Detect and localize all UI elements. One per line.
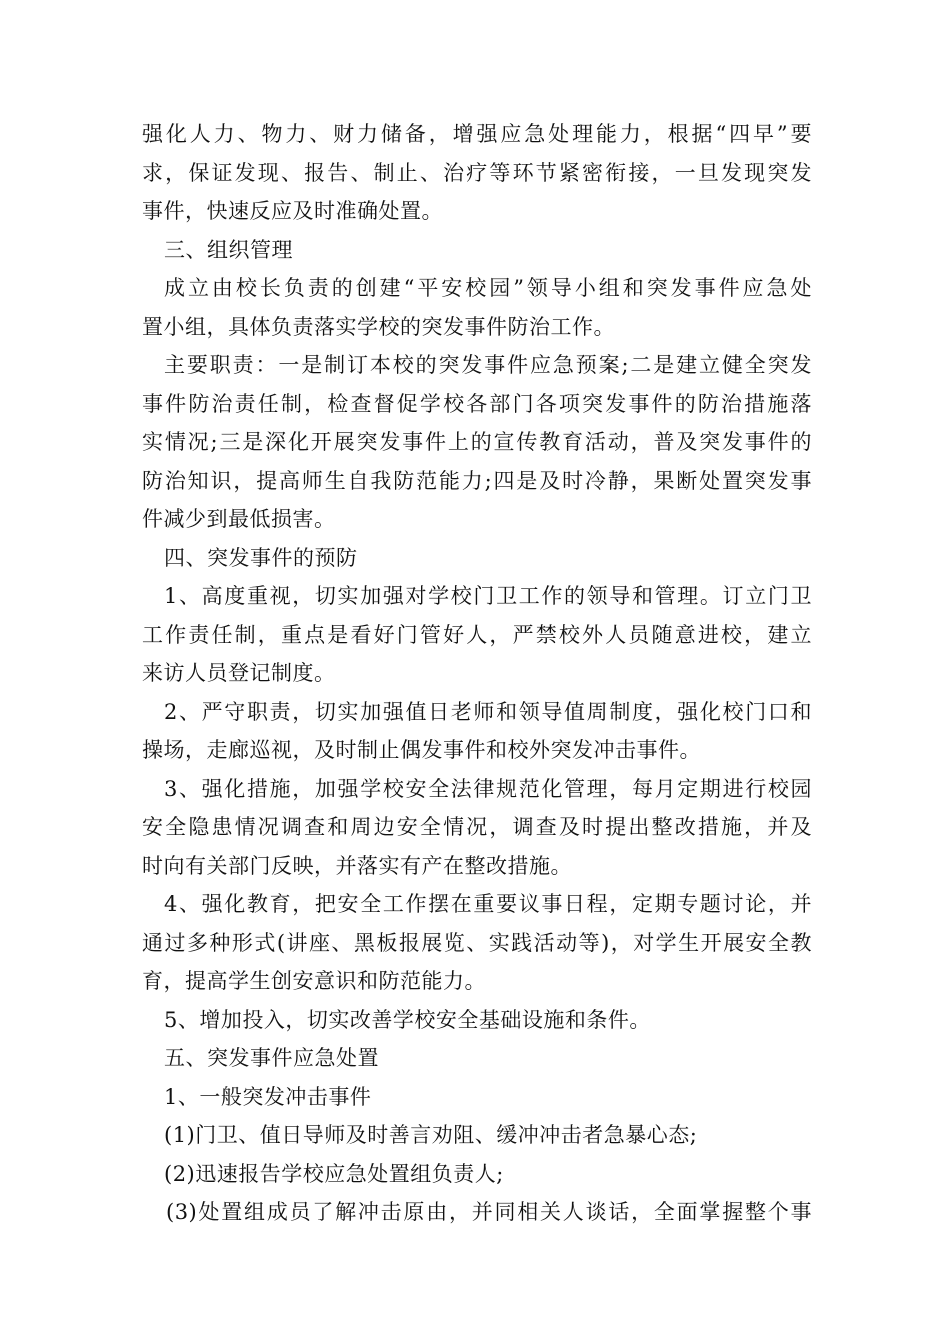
text-line: 实情况;三是深化开展突发事件上的宣传教育活动，普及突发事件的 bbox=[142, 430, 812, 454]
text-line: 2、严守职责，切实加强值日老师和领导值周制度，强化校门口和 bbox=[164, 699, 812, 724]
text-line: 操场，走廊巡视，及时制止偶发事件和校外突发冲击事件。 bbox=[142, 738, 701, 762]
text-line: 主要职责：一是制订本校的突发事件应急预案;二是建立健全突发 bbox=[164, 353, 812, 377]
text-line: 育，提高学生创安意识和防范能力。 bbox=[142, 969, 486, 993]
text-line: 求，保证发现、报告、制止、治疗等环节紧密衔接，一旦发现突发 bbox=[142, 160, 812, 185]
text-line: 五、突发事件应急处置 bbox=[164, 1046, 379, 1070]
text-line: 安全隐患情况调查和周边安全情况，调查及时提出整改措施，并及 bbox=[142, 815, 812, 839]
text-line: 四、突发事件的预防 bbox=[164, 545, 358, 570]
text-line: 置小组，具体负责落实学校的突发事件防治工作。 bbox=[142, 314, 615, 339]
text-line: 1、一般突发冲击事件 bbox=[164, 1084, 372, 1109]
text-line: 1、高度重视，切实加强对学校门卫工作的领导和管理。订立门卫 bbox=[164, 584, 812, 608]
text-line: 时向有关部门反映，并落实有产在整改措施。 bbox=[142, 853, 572, 878]
text-line: 4、强化教育，把安全工作摆在重要议事日程，定期专题讨论，并 bbox=[164, 892, 812, 916]
text-line: 事件，快速反应及时准确处置。 bbox=[142, 199, 443, 223]
text-line: 成立由校长负责的创建“平安校园”领导小组和突发事件应急处 bbox=[164, 276, 812, 300]
document-body bbox=[142, 115, 812, 1232]
text-line: 件减少到最低损害。 bbox=[142, 507, 336, 531]
text-line: 防治知识，提高师生自我防范能力;四是及时冷静，果断处置突发事 bbox=[142, 468, 812, 493]
text-line: 三、组织管理 bbox=[164, 237, 293, 262]
text-line: (1)门卫、值日导师及时善言劝阻、缓冲冲击者急暴心态; bbox=[164, 1123, 698, 1147]
text-line: 3、强化措施，加强学校安全法律规范化管理，每月定期进行校园 bbox=[164, 776, 812, 801]
text-line: 事件防治责任制，检查督促学校各部门各项突发事件的防治措施落 bbox=[142, 391, 812, 416]
text-line: 5、增加投入，切实改善学校安全基础设施和条件。 bbox=[164, 1007, 651, 1032]
text-line: (2)迅速报告学校应急处置组负责人; bbox=[164, 1161, 504, 1186]
text-line: 强化人力、物力、财力储备，增强应急处理能力，根据“四早”要 bbox=[142, 122, 812, 146]
text-line: (3)处置组成员了解冲击原由，并同相关人谈话，全面掌握整个事 bbox=[166, 1200, 812, 1224]
text-line: 通过多种形式(讲座、黑板报展览、实践活动等)，对学生开展安全教 bbox=[142, 930, 812, 955]
text-line: 来访人员登记制度。 bbox=[142, 661, 336, 685]
text-line: 工作责任制，重点是看好门管好人，严禁校外人员随意进校，建立 bbox=[142, 622, 812, 647]
